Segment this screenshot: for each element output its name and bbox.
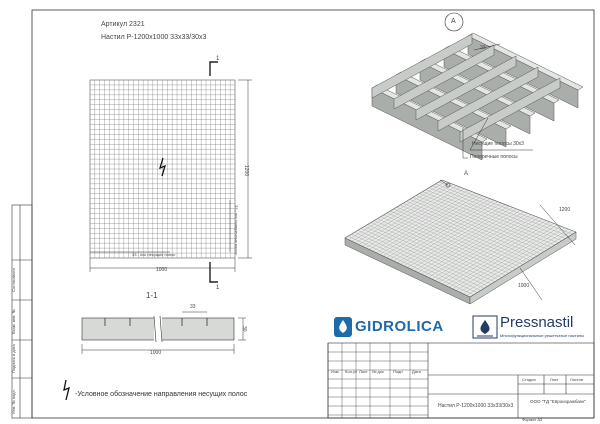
legend-text: -Условное обозначение направления несущих полос (75, 391, 248, 398)
tb-stage-header-1: Лист (550, 377, 559, 382)
tb-company: ООО "ТД "Евроизражбанк" (530, 399, 586, 404)
article-number: Артикул 2321 (101, 21, 145, 28)
iso-width-dimension: 1000 (518, 283, 530, 289)
title-block-rows (328, 343, 428, 418)
product-name: Настил Р-1200х1000 33х33/30х3 (101, 34, 207, 41)
plan-width-dimension: 1000 (156, 267, 168, 273)
tb-drawing-name: Настил Р-1200х1000 33х33/30х3 (438, 403, 514, 409)
tb-header-4: Подп. (393, 369, 404, 374)
tb-header-5: Дата (412, 369, 421, 374)
section-mark-top: 1 (216, 56, 220, 62)
tb-header-3: № док (372, 369, 384, 374)
pressnastil-logo: Pressnastil (500, 314, 574, 331)
section-thickness-dimension: 30 (241, 326, 247, 332)
tb-stage-header-0: Стадия (522, 377, 536, 382)
plan-height-dimension: 1200 (243, 165, 249, 177)
tb-header-2: Лист (359, 369, 368, 374)
detail-cross-label: Поперечные полосы (470, 154, 518, 160)
section-pitch-dimension: 33 (190, 304, 196, 310)
tb-header-1: Кол.уч (345, 369, 357, 374)
bearing-direction-symbol (160, 158, 165, 176)
section-mark-bottom: 1 (216, 285, 220, 291)
iso-callout-label: А (464, 171, 469, 177)
tb-header-0: Изм. (331, 369, 340, 374)
section-view (82, 312, 246, 354)
tb-format: Формат А3 (522, 417, 543, 422)
detail-pitch-dimension: 33 (480, 45, 486, 51)
section-title: 1-1 (146, 291, 158, 300)
sidebar-label-0: Согласовано (11, 267, 16, 292)
plan-cross-pitch: 33 - ось поперечных полос (234, 205, 239, 255)
detail-bearing-label: Несущие полосы 30х3 (472, 141, 524, 147)
sidebar-label-1: Взам. инв. № (11, 309, 16, 334)
sidebar-label-3: Инв. № подл. (11, 389, 16, 414)
plan-bearing-pitch: 33 - ось несущих полос (132, 252, 176, 257)
sidebar-label-2: Подпись и дата (11, 344, 16, 373)
iso-length-dimension: 1200 (559, 207, 571, 213)
pressnastil-tagline: Многофункциональные решетчатые настилы (500, 333, 585, 338)
legend-symbol (64, 380, 69, 400)
gidrolica-emblem (334, 317, 352, 337)
iso-grating (345, 180, 576, 304)
gidrolica-logo: GIDROLICA (355, 318, 444, 335)
section-width-dimension: 1000 (150, 350, 162, 356)
detail-callout-label: А (451, 18, 456, 25)
plan-grid (90, 80, 235, 258)
pressnastil-emblem (473, 316, 497, 338)
tb-stage-header-2: Листов (570, 377, 583, 382)
